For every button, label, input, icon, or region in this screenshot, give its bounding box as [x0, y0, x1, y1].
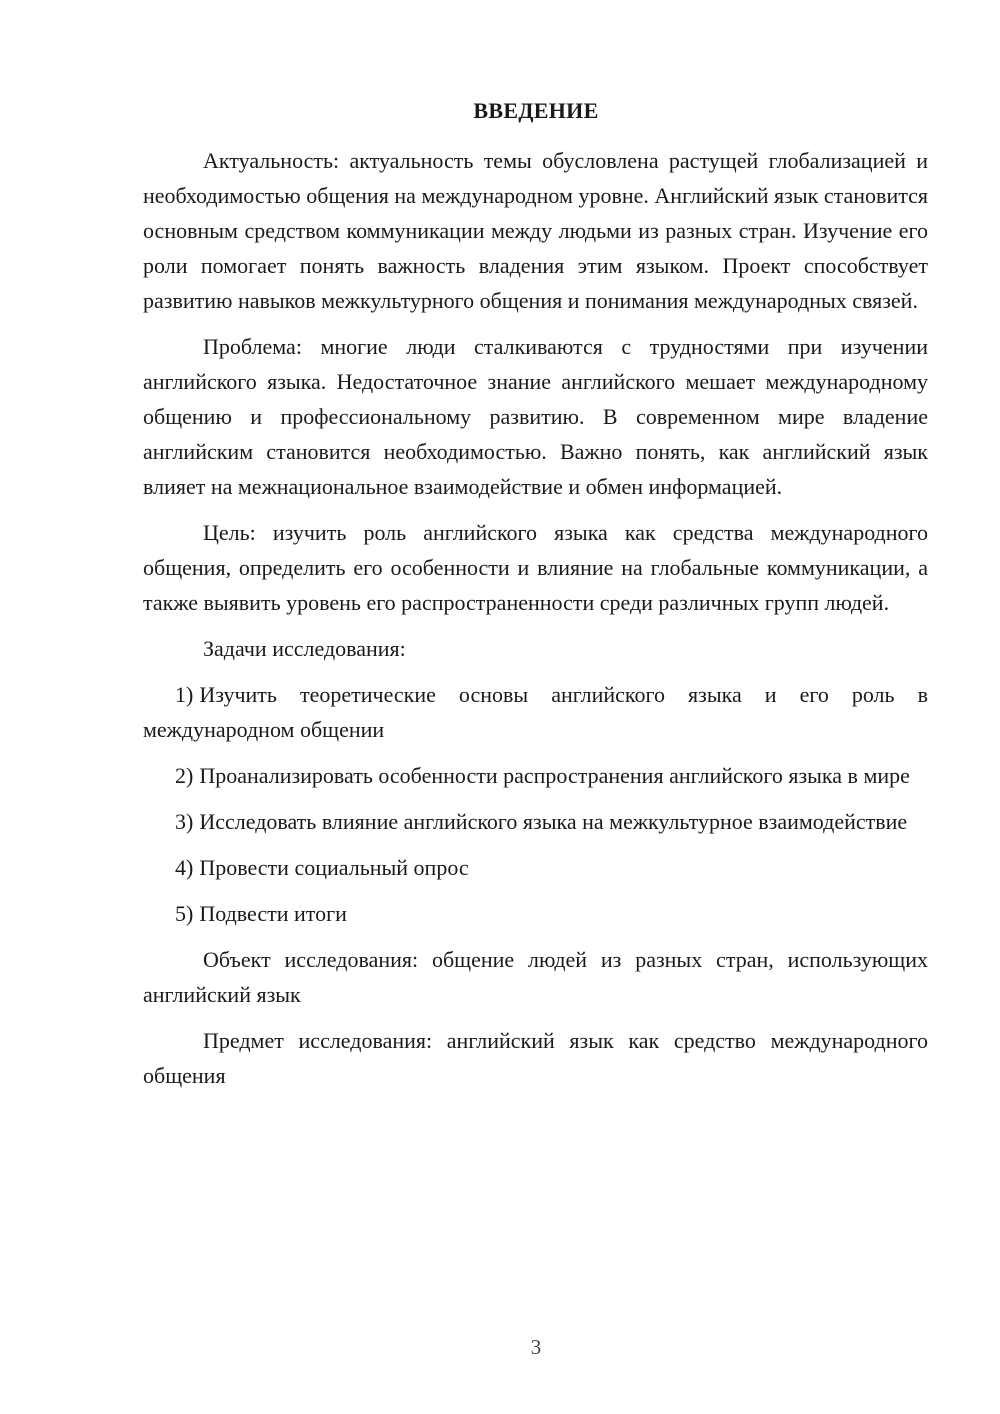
paragraph-relevance: Актуальность: актуальность темы обусловлена растущей глобализацией и необходимостью общения на международном уровне. Английский язык становится основным средством коммуникации между людьми из разных стран. Изучение его роли помогает понять важность владения этим языком. Проект способствует развитию навыков межкультурного общения и понимания международных связей. [143, 148, 928, 313]
task-text: Проанализировать особенности распространения английского языка в мире [199, 763, 910, 788]
paragraph-object: Объект исследования: общение людей из разных стран, использующих английский язык [143, 947, 928, 1007]
document-body [143, 143, 928, 1093]
task-number: 5) [175, 901, 194, 926]
task-number: 2) [175, 763, 194, 788]
paragraph-problem: Проблема: многие люди сталкиваются с трудностями при изучении английского языка. Недостаточное знание английского мешает международному общению и профессиональному развитию. В современном мире владение английским становится необходимостью. Важно понять, как английский язык влияет на межнациональное взаимодействие и обмен информацией. [143, 334, 928, 499]
page-number: 3 [530, 1335, 542, 1359]
task-text: Исследовать влияние английского языка на межкультурное взаимодействие [199, 809, 908, 834]
task-item-1 [143, 677, 928, 747]
task-number: 3) [175, 809, 194, 834]
tasks-heading: Задачи исследования: [203, 636, 406, 661]
page-title: ВВЕДЕНИЕ [473, 98, 599, 123]
task-text: Подвести итоги [199, 901, 347, 926]
task-item-3 [143, 804, 928, 839]
task-item-5 [143, 896, 928, 931]
task-number: 4) [175, 855, 194, 880]
paragraph-subject: Предмет исследования: английский язык как средство международного общения [143, 1028, 928, 1088]
task-text: Провести социальный опрос [199, 855, 469, 880]
task-item-4 [143, 850, 928, 885]
task-number: 1) [175, 682, 194, 707]
task-item-2 [143, 758, 928, 793]
task-text: Изучить теоретические основы английского языка и его роль в международном общении [143, 682, 928, 742]
paragraph-goal: Цель: изучить роль английского языка как средства международного общения, определить его особенности и влияние на глобальные коммуникации, а также выявить уровень его распространенности среди различных групп людей. [143, 520, 928, 615]
